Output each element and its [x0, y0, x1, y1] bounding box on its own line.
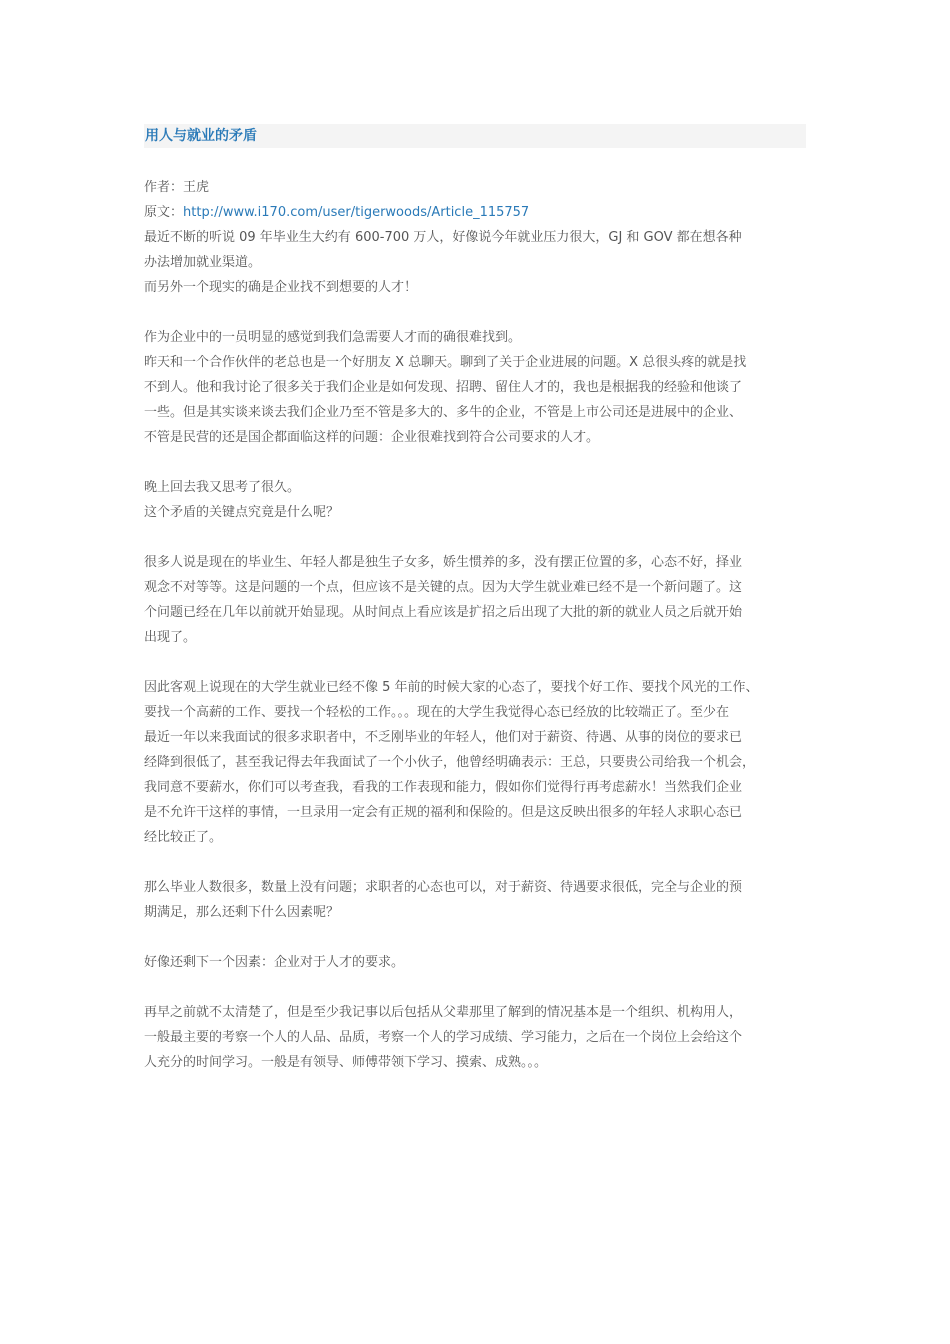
paragraph-line: 要找一个高薪的工作、要找一个轻松的工作。。。现在的大学生我觉得心态已经放的比较端正了。至少在	[144, 705, 730, 720]
paragraph-line: 是不允许干这样的事情，一旦录用一定会有正规的福利和保险的。但是这反映出很多的年轻人求职心态已	[144, 805, 743, 820]
paragraph-2	[144, 275, 812, 300]
paragraph-line: 期满足，那么还剩下什么因素呢？	[144, 905, 340, 920]
paragraph-line: 昨天和一个合作伙伴的老总也是一个好朋友 X 总聊天。聊到了关于企业进展的问题。X 总很头疼的就是找	[144, 355, 747, 370]
paragraph-line: 最近一年以来我面试的很多求职者中，不乏刚毕业的年轻人，他们对于薪资、待遇、从事的岗位的要求已	[144, 730, 743, 745]
paragraph-line: 这个矛盾的关键点究竟是什么呢？	[144, 505, 340, 520]
author-name: 王虎	[183, 180, 210, 195]
paragraph-line: 一般最主要的考察一个人的人品、品质，考察一个人的学习成绩、学习能力，之后在一个岗位上会给这个	[144, 1030, 743, 1045]
paragraph-11	[144, 1000, 812, 1075]
paragraph-5	[144, 475, 812, 500]
paragraph-line: 一些。但是其实谈来谈去我们企业乃至不管是多大的、多牛的企业，不管是上市公司还是进展中的企业、	[144, 405, 743, 420]
paragraph-line: 最近不断的听说 09 年毕业生大约有 600-700 万人，好像说今年就业压力很大，GJ 和 GOV 都在想各种	[144, 230, 742, 245]
paragraph-line: 那么毕业人数很多，数量上没有问题；求职者的心态也可以，对于薪资、待遇要求很低，完全与企业的预	[144, 880, 743, 895]
paragraph-line: 晚上回去我又思考了很久。	[144, 480, 301, 495]
paragraph-6	[144, 500, 812, 525]
paragraph-line: 作为企业中的一员明显的感觉到我们急需要人才而的确很难找到。	[144, 330, 522, 345]
paragraph-line: 不管是民营的还是国企都面临这样的问题：企业很难找到符合公司要求的人才。	[144, 430, 600, 445]
paragraph-line: 不到人。他和我讨论了很多关于我们企业是如何发现、招聘、留住人才的，我也是根据我的经验和他谈了	[144, 380, 743, 395]
paragraph-line: 经比较正了。	[144, 830, 223, 845]
paragraph-line: 因此客观上说现在的大学生就业已经不像 5 年前的时候大家的心态了，要找个好工作、要找个风光的工作、	[144, 680, 759, 695]
source-label: 原文：	[144, 205, 184, 220]
paragraph-3	[144, 325, 812, 350]
paragraph-1	[144, 225, 812, 275]
paragraph-line: 而另外一个现实的确是企业找不到想要的人才！	[144, 280, 418, 295]
paragraph-line: 办法增加就业渠道。	[144, 255, 262, 270]
paragraph-4	[144, 350, 812, 450]
paragraph-8	[144, 675, 812, 850]
paragraph-line: 观念不对等等。这是问题的一个点，但应该不是关键的点。因为大学生就业难已经不是一个新问题了。这	[144, 580, 743, 595]
paragraph-line: 个问题已经在几年以前就开始显现。从时间点上看应该是扩招之后出现了大批的新的就业人员之后就开始	[144, 605, 743, 620]
article-title: 用人与就业的矛盾	[145, 128, 257, 144]
paragraph-7	[144, 550, 812, 650]
paragraph-line: 很多人说是现在的毕业生、年轻人都是独生子女多，娇生惯养的多，没有摆正位置的多，心态不好，择业	[144, 555, 743, 570]
paragraph-line: 经降到很低了，甚至我记得去年我面试了一个小伙子，他曾经明确表示：王总，只要贵公司给我一个机会，	[144, 755, 756, 770]
author-label: 作者：	[144, 180, 184, 195]
paragraph-line: 好像还剩下一个因素：企业对于人才的要求。	[144, 955, 405, 970]
author-line	[144, 175, 812, 200]
source-line	[144, 200, 812, 225]
paragraph-line: 再早之前就不太清楚了，但是至少我记事以后包括从父辈那里了解到的情况基本是一个组织、机构用人，	[144, 1005, 743, 1020]
paragraph-line: 我同意不要薪水，你们可以考查我，看我的工作表现和能力，假如你们觉得行再考虑薪水！当然我们企业	[144, 780, 743, 795]
paragraph-9	[144, 875, 812, 925]
paragraph-line: 人充分的时间学习。一般是有领导、师傅带领下学习、摸索、成熟。。。	[144, 1055, 548, 1070]
paragraph-10	[144, 950, 812, 975]
article-body	[144, 175, 812, 1075]
paragraph-line: 出现了。	[144, 630, 197, 645]
source-link[interactable]: http://www.i170.com/user/tigerwoods/Article_115757	[183, 205, 530, 220]
